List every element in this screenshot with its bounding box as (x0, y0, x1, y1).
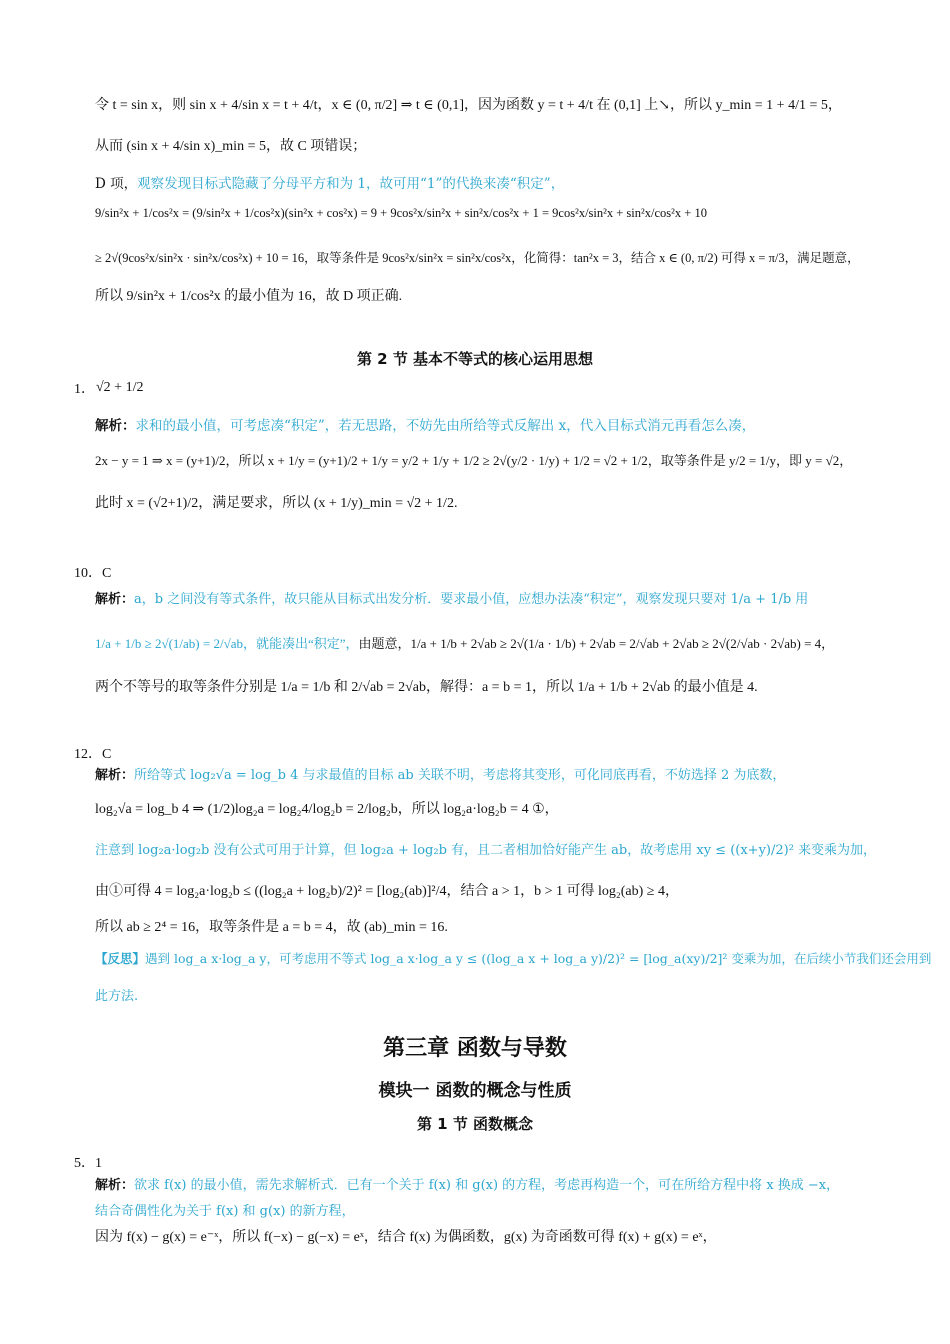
question-number: 10．C (74, 566, 112, 581)
hint-text: 所给等式 log₂√a = log_b 4 与求最值的目标 ab 关联不明，考虑将其变形，可化同底再看，不妨选择 2 为底数， (134, 768, 786, 783)
section-title: 第 2 节 基本不等式的核心运用思想 (356, 350, 594, 368)
equation: 此时 x = (√2+1)/2，满足要求，所以 (x + 1/y)_min = √2 + 1/2. (95, 496, 458, 511)
analysis-label: 解析： (95, 1178, 135, 1193)
hint-text: 观察发现目标式隐藏了分母平方和为 1，故可用“1”的代换来凑“积定”， (137, 176, 565, 192)
text-line (95, 1176, 839, 1196)
hint-text: 注意到 log₂a·log₂b 没有公式可用于计算，但 log₂a + log₂b 有，且二者相加恰好能产生 ab，故考虑用 xy ≤ ((x+y)/2)² 来变乘为加， (95, 843, 877, 858)
hint-text: 结合奇偶性化为关于 f(x) 和 g(x) 的新方程， (95, 1204, 355, 1219)
analysis-label: 解析： (95, 592, 135, 607)
section-title: 第 1 节 函数概念 (416, 1115, 534, 1133)
hint-text: a，b 之间没有等式条件，故只能从目标式出发分析．要求最小值，应想办法凑“积定”，观察发现只要对 1/a + 1/b 用 (134, 592, 809, 607)
equation (95, 634, 834, 654)
equation: log₂√a = log_b 4 ⇒ (1/2)log₂a = log₂4/log₂b = 2/log₂b，所以 log₂a·log₂b = 4 ①， (95, 802, 559, 817)
equation: 所以 ab ≥ 2⁴ = 16，取等条件是 a = b = 4，故 (ab)_min = 16. (95, 920, 448, 935)
item-label: D 项， (95, 176, 138, 192)
equation: 9/sin²x + 1/cos²x = (9/sin²x + 1/cos²x)(sin²x + cos²x) = 9 + 9cos²x/sin²x + sin²x/cos²x + 1 = 9cos²x/sin²x + sin²x/cos²x + 10 (95, 206, 707, 220)
hint-text: 欲求 f(x) 的最小值，需先求解析式．已有一个关于 f(x) 和 g(x) 的方程，考虑再构造一个，可在所给方程中将 x 换成 −x， (134, 1178, 840, 1193)
chapter-title: 第三章 函数与导数 (383, 1036, 567, 1061)
analysis-label: 解析： (95, 768, 135, 783)
equation: 两个不等号的取等条件分别是 1/a = 1/b 和 2/√ab = 2√ab，解得：a = b = 1，所以 1/a + 1/b + 2√ab 的最小值是 4. (95, 680, 758, 695)
text-line: 令 t = sin x，则 sin x + 4/sin x = t + 4/t，x ∈ (0, π/2] ⇒ t ∈ (0,1]，因为函数 y = t + 4/t 在 (0,1] 上↘，所以 y_min = 1 + 4/1 = 5， (95, 98, 842, 113)
reflection (95, 949, 931, 969)
reflection-tag: 【反思】 (95, 951, 146, 966)
text-line (95, 174, 564, 194)
equation: ≥ 2√(9cos²x/sin²x · sin²x/cos²x) + 10 = 16，取等条件是 9cos²x/sin²x = sin²x/cos²x，化简得：tan²x = 3，结合 x ∈ (0, π/2) 可得 x = π/3，满足题意， (95, 251, 860, 265)
equation: 由①可得 4 = log₂a·log₂b ≤ ((log₂a + log₂b)/2)² = [log₂(ab)]²/4，结合 a > 1，b > 1 可得 log₂(ab) ≥ 4， (95, 884, 679, 899)
text-line (95, 416, 755, 436)
analysis-label: 解析： (95, 418, 136, 434)
module-title: 模块一 函数的概念与性质 (378, 1081, 572, 1101)
hint-text: 遇到 log_a x·log_a y，可考虑用不等式 log_a x·log_a y ≤ ((log_a x + log_a y)/2)² = [log_a(xy)/2]² 变乘为加，在后续小节我们还会用到 (145, 951, 932, 966)
hint-text: 此方法. (95, 989, 139, 1004)
hint-text: 1/a + 1/b ≥ 2√(1/ab) = 2/√ab，就能凑出“积定”， (95, 636, 359, 651)
equation: 所以 9/sin²x + 1/cos²x 的最小值为 16，故 D 项正确. (95, 289, 403, 304)
equation: 因为 f(x) − g(x) = e⁻ˣ，所以 f(−x) − g(−x) = eˣ，结合 f(x) 为偶函数，g(x) 为奇函数可得 f(x) + g(x) = eˣ， (95, 1230, 717, 1245)
question-number: 5．1 (74, 1156, 102, 1171)
question-number: 1． (74, 382, 95, 397)
equation: 2x − y = 1 ⇒ x = (y+1)/2，所以 x + 1/y = (y+1)/2 + 1/y = y/2 + 1/y + 1/2 ≥ 2√(y/2 · 1/y) + 1/2 = √2 + 1/2，取等条件是 y/2 = 1/y，即 y = √2， (95, 453, 853, 468)
equation-part: 由题意，1/a + 1/b + 2√ab ≥ 2√(1/a · 1/b) + 2√ab = 2/√ab + 2√ab ≥ 2√(2/√ab · 2√ab) = 4， (358, 636, 835, 651)
question-number: 12．C (74, 747, 112, 762)
answer: √2 + 1/2 (96, 380, 144, 395)
text-line: 从而 (sin x + 4/sin x)_min = 5，故 C 项错误； (95, 139, 367, 154)
text-line (95, 590, 808, 610)
hint-text: 求和的最小值，可考虑凑“积定”，若无思路，不妨先由所给等式反解出 x，代入目标式消元再看怎么凑， (135, 418, 756, 434)
text-line (95, 766, 785, 786)
